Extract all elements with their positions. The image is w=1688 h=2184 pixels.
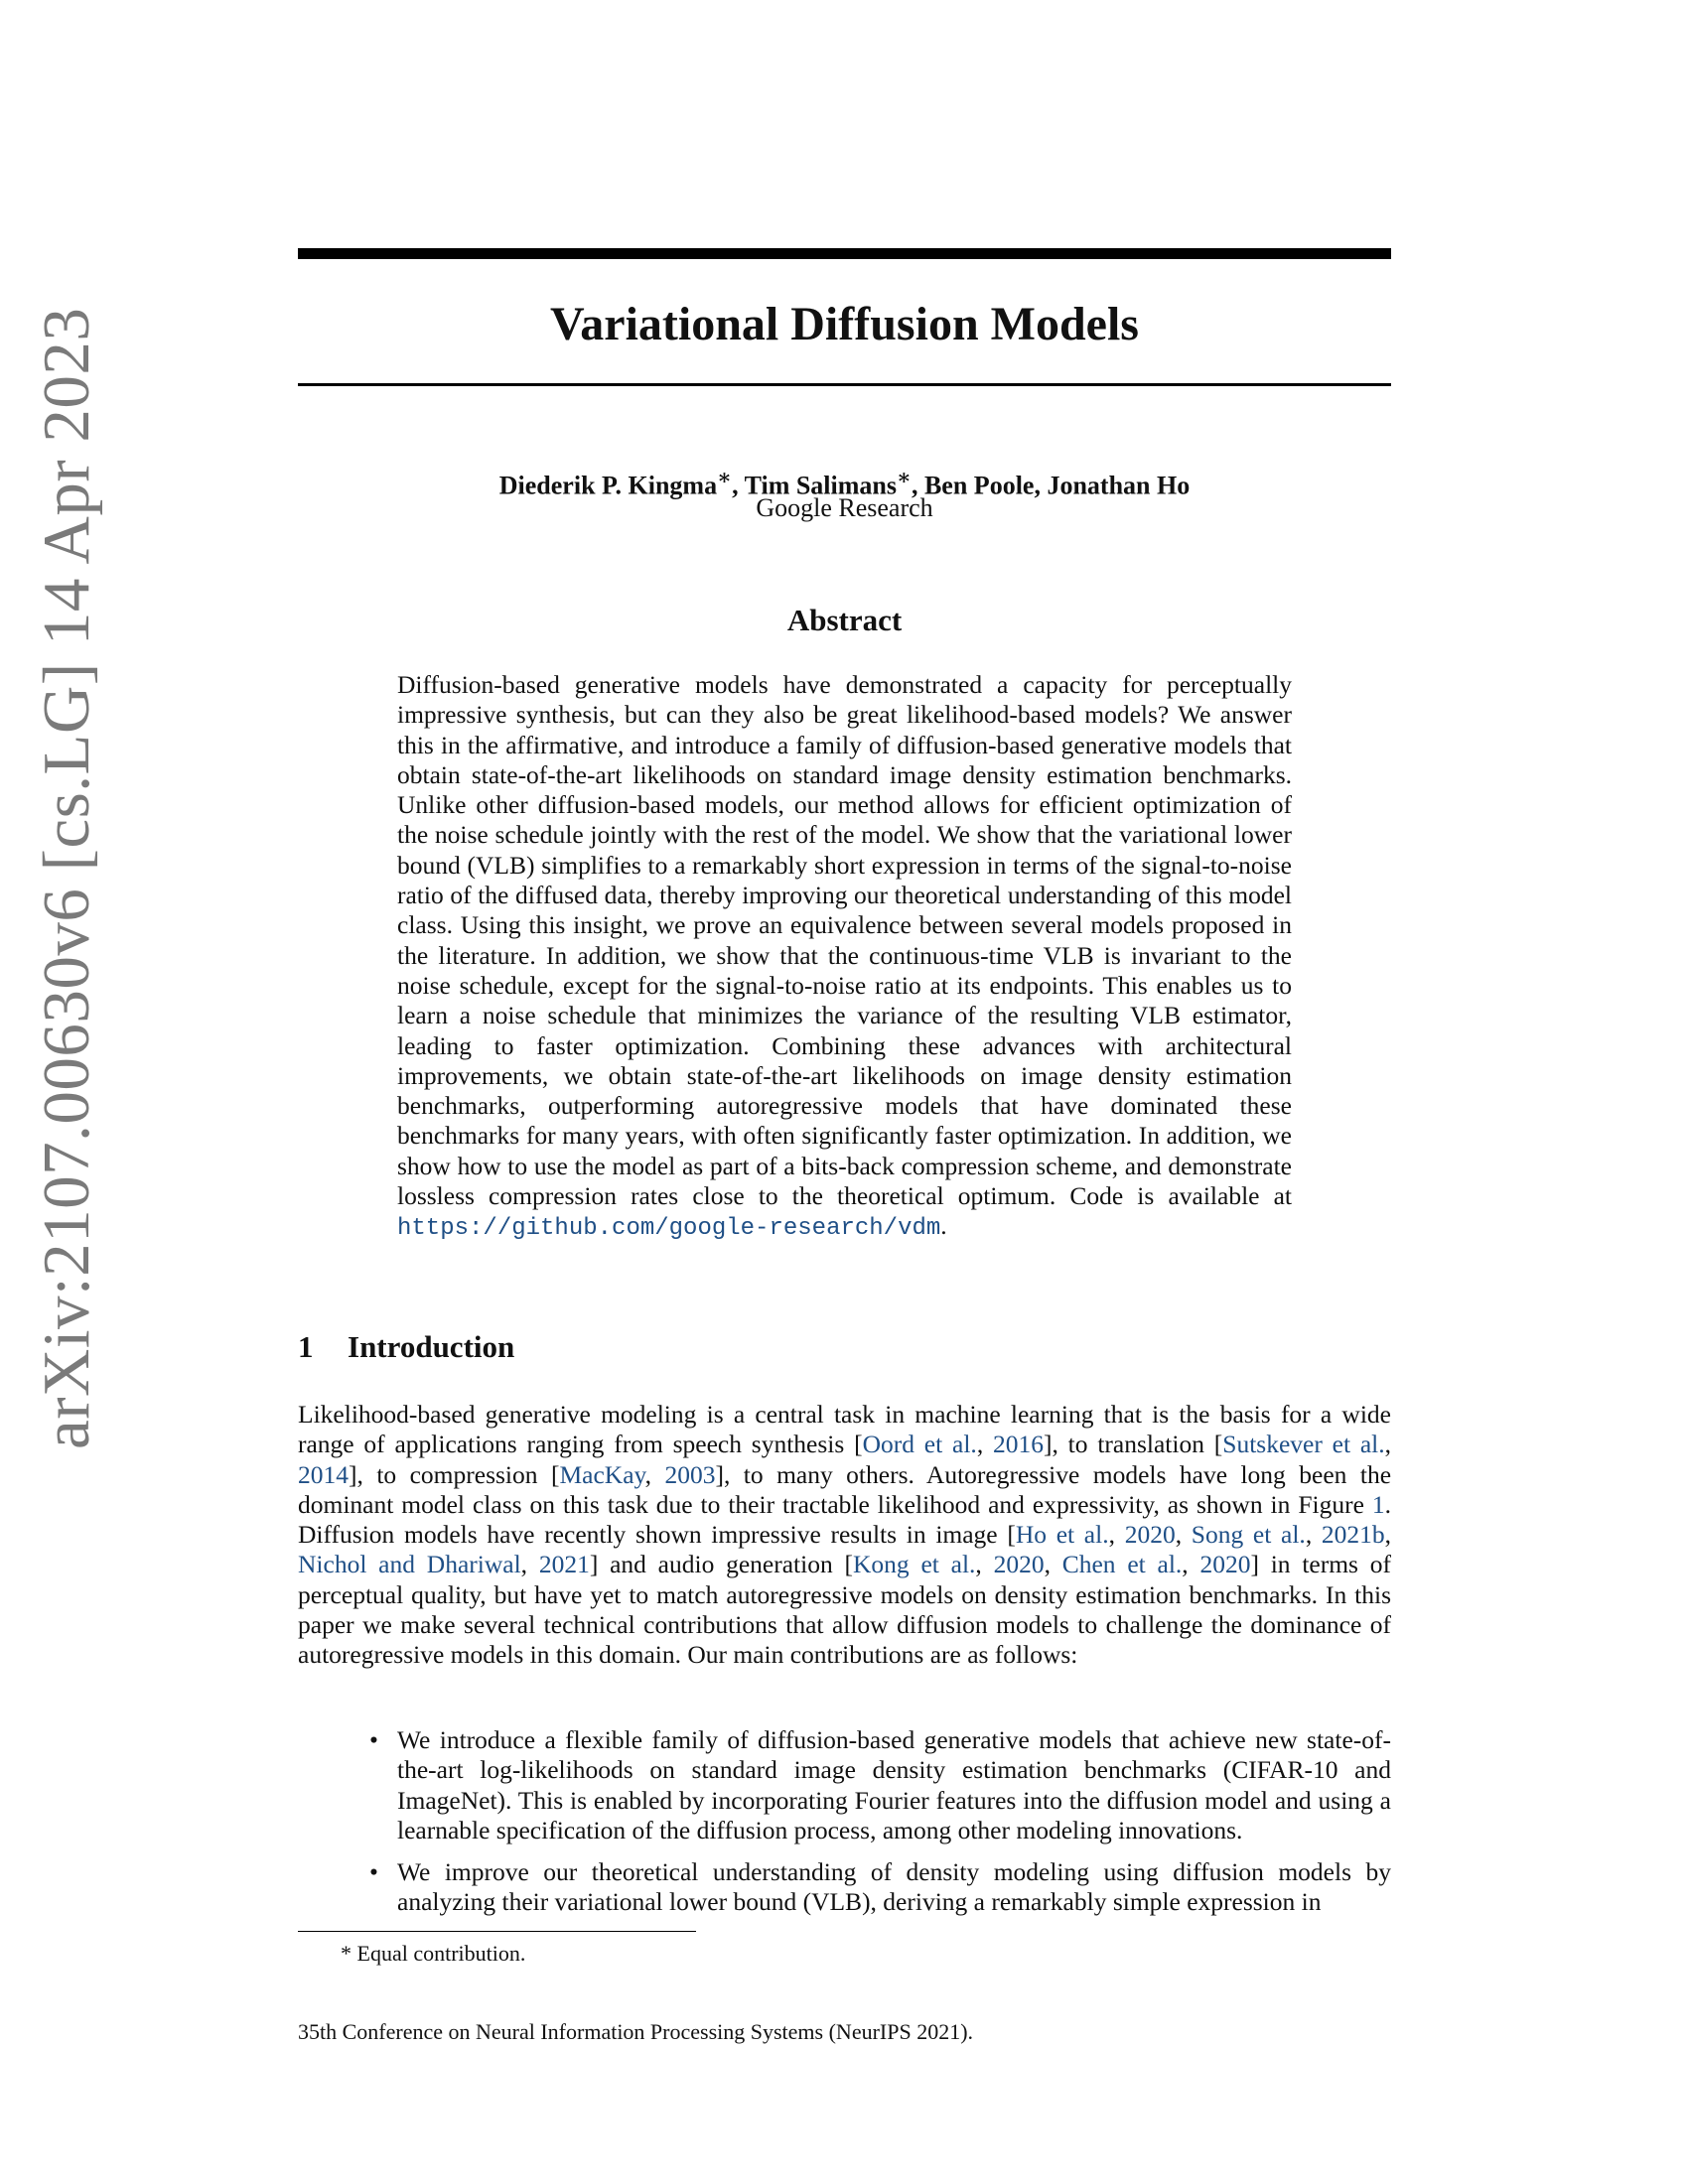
contribution-text: We introduce a flexible family of diffusion-based generative models that achieve new state-of-the-art log-likelihoods on standard image density estimation benchmarks (CIFAR-10 and ImageNet). This is enabled by incorporating Fourier features into the diffusion model and using a learnable specification of the diffusion process, among other modeling innovations. [397, 1725, 1391, 1844]
section-number: 1 [298, 1329, 314, 1364]
citation-chen-year[interactable]: 2020 [1199, 1550, 1251, 1579]
contribution-text: We improve our theoretical understanding of density modeling using diffusion models by analyzing their variational lower bound (VLB), deriving a remarkably simple expression in [397, 1857, 1391, 1917]
citation-sutskever-year[interactable]: 2014 [298, 1459, 349, 1489]
citation-oord[interactable]: Oord et al. [862, 1430, 977, 1459]
contributions-list [369, 1725, 1391, 1930]
citation-kong[interactable]: Kong et al. [853, 1550, 976, 1579]
section-title: Introduction [348, 1329, 515, 1364]
equal-contribution-mark: ∗ [717, 466, 733, 489]
arxiv-identifier-stamp: arXiv:2107.00630v6 [cs.LG] 14 Apr 2023 [30, 307, 103, 1449]
section-heading-introduction [298, 1327, 1391, 1367]
citation-kong-year[interactable]: 2020 [993, 1550, 1045, 1579]
citation-oord-year[interactable]: 2016 [993, 1430, 1044, 1459]
citation-nichol[interactable]: Nichol and Dhariwal [298, 1550, 521, 1579]
citation-sutskever[interactable]: Sutskever et al. [1222, 1430, 1385, 1459]
bullet-glyph: • [369, 1725, 378, 1754]
figure-reference[interactable]: 1 [1371, 1489, 1385, 1519]
author-salimans: Tim Salimans [744, 471, 897, 500]
citation-chen[interactable]: Chen et al. [1061, 1550, 1183, 1579]
citation-ho-year[interactable]: 2020 [1124, 1520, 1176, 1550]
citation-mackay-year[interactable]: 2003 [664, 1459, 716, 1489]
abstract-text: Diffusion-based generative models have demonstrated a capacity for perceptually impressive synthesis, but can they also be great likelihood-based models? We answer this in the affirmative, and introduce a family of diffusion-based generative models that obtain state-of-the-art likelihoods on standard image density estimation benchmarks. Unlike other diffusion-based models, our method allows for efficient optimization of the noise schedule jointly with the rest of the model. We show that the variational lower bound (VLB) simplifies to a remarkably short expression in terms of the signal-to-noise ratio of the diffused data, thereby improving our theoretical understanding of this model class. Using this insight, we prove an equivalence between several models proposed in the literature. In addition, we show that the continuous-time VLB is invariant to the noise schedule, except for the signal-to-noise ratio at its endpoints. This enables us to learn a noise schedule that minimizes the variance of the resulting VLB estimator, leading to faster optimization. Combining these advances with architectural improvements, we obtain state-of-the-art likelihoods on image density estimation benchmarks, outperforming autoregressive models that have dominated these benchmarks for many years, with often significantly faster optimization. In addition, we show how to use the model as part of a bits-back compression scheme, and demonstrate lossless compression rates close to the theoretical optimum. Code is available at [397, 670, 1292, 1211]
author-others: Ben Poole, Jonathan Ho [923, 471, 1191, 500]
citation-ho[interactable]: Ho et al. [1015, 1520, 1109, 1550]
title-bottom-rule [298, 383, 1391, 386]
abstract-body: Diffusion-based generative models have demonstrated a capacity for perceptually impressive synthesis, but can they also be great likelihood-based models? We answer this in the affirmative, and introduce a family of diffusion-based generative models that obtain state-of-the-art likelihoods on standard image density estimation benchmarks. Unlike other diffusion-based models, our method allows for efficient optimization of the noise schedule jointly with the rest of the model. We show that the variational lower bound (VLB) simplifies to a remarkably short expression in terms of the signal-to-noise ratio of the diffused data, thereby improving our theoretical understanding of this model class. Using this insight, we prove an equivalence between several models proposed in the literature. In addition, we show that the continuous-time VLB is invariant to the noise schedule, except for the signal-to-noise ratio at its endpoints. This enables us to learn a noise schedule that minimizes the variance of the resulting VLB estimator, leading to faster optimization. Combining these advances with architectural improvements, we obtain state-of-the-art likelihoods on image density estimation benchmarks, outperforming autoregressive models that have dominated these benchmarks for many years, with often significantly faster optimization. In addition, we show how to use the model as part of a bits-back compression scheme, and demonstrate lossless compression rates close to the theoretical optimum. Code is available at https://github.com/google-research/vdm. [397, 670, 1292, 1243]
bullet-glyph: • [369, 1857, 378, 1887]
code-link[interactable]: https://github.com/google-research/vdm [397, 1215, 941, 1243]
footnote-rule [298, 1931, 696, 1932]
citation-song[interactable]: Song et al. [1191, 1520, 1306, 1550]
citation-mackay[interactable]: MacKay [559, 1459, 645, 1489]
author-list: Diederik P. Kingma∗, Tim Salimans∗, Ben Poole, Jonathan Ho [498, 466, 1191, 500]
abstract-heading: Abstract [786, 603, 903, 637]
affiliation: Google Research [756, 493, 933, 522]
title-top-rule [298, 248, 1391, 259]
equal-contribution-mark: ∗ [897, 466, 912, 489]
author-kingma: Diederik P. Kingma [498, 471, 718, 500]
citation-song-year[interactable]: 2021b [1321, 1520, 1385, 1550]
list-item [369, 1725, 1391, 1845]
list-item [369, 1857, 1391, 1918]
introduction-paragraph: Likelihood-based generative modeling is a central task in machine learning that is the basis for a wide range of applications ranging from speech synthesis [Oord et al., 2016], to translation [Sutskever et al., 2014], to compression [MacKay, 2003], to many others. Autoregressive models have long been the dominant model class on this task due to their tractable likelihood and expressivity, as shown in Figure 1. Diffusion models have recently shown impressive results in image [Ho et al., 2020, Song et al., 2021b, Nichol and Dhariwal, 2021] and audio generation [Kong et al., 2020, Chen et al., 2020] in terms of perceptual quality, but have yet to match autoregressive models on density estimation benchmarks. In this paper we make several technical contributions that allow diffusion models to challenge the dominance of autoregressive models in this domain. Our main contributions are as follows: [298, 1400, 1392, 1670]
citation-nichol-year[interactable]: 2021 [538, 1550, 590, 1579]
footnote-equal-contribution: * Equal contribution. [341, 1941, 526, 1966]
paper-title: Variational Diffusion Models [550, 298, 1139, 350]
venue-note: 35th Conference on Neural Information Processing Systems (NeurIPS 2021). [298, 2019, 974, 2044]
